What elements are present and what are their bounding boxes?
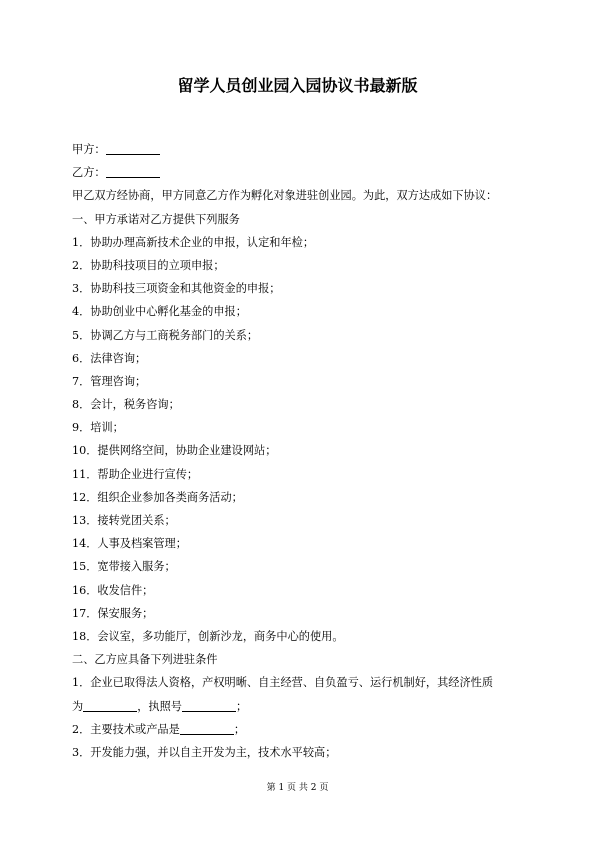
text-line	[72, 509, 532, 532]
fill-in-blank	[180, 722, 234, 735]
line-text: 甲乙双方经协商，甲方同意乙方作为孵化对象进驻创业园。为此，双方达成如下协议：	[72, 189, 498, 203]
text-line	[72, 347, 532, 370]
text-line	[72, 300, 532, 323]
line-text: 1．协助办理高新技术企业的申报，认定和年检；	[72, 235, 315, 249]
text-line	[72, 486, 532, 509]
text-line	[72, 532, 532, 555]
text-line	[72, 718, 532, 741]
page-footer: 第 1 页 共 2 页	[266, 783, 329, 793]
line-text: 9．培训；	[72, 421, 124, 435]
line-text: 11．帮助企业进行宣传；	[72, 467, 199, 481]
line-text: 17．保安服务；	[72, 606, 154, 620]
line-text: 18．会议室，多功能厅，创新沙龙，商务中心的使用。	[72, 629, 344, 643]
text-line	[72, 277, 532, 300]
text-line	[72, 439, 532, 462]
line-text: 2．协助科技项目的立项申报；	[72, 258, 225, 272]
fill-in-blank	[106, 165, 160, 178]
text-line	[72, 184, 532, 207]
text-line	[72, 231, 532, 254]
text-line	[72, 370, 532, 393]
line-text: 16．收发信件；	[72, 583, 154, 597]
document-title: 留学人员创业园入园协议书最新版	[177, 76, 418, 95]
line-text: 6．法律咨询；	[72, 351, 147, 365]
line-text: ，执照号	[137, 699, 182, 713]
fill-in-blank	[182, 699, 236, 712]
text-line	[72, 393, 532, 416]
text-line	[72, 648, 532, 671]
line-text: 一、甲方承诺对乙方提供下列服务	[72, 212, 240, 226]
text-line	[72, 463, 532, 486]
line-text: 二、乙方应具备下列进驻条件	[72, 653, 218, 667]
line-text: 3．协助科技三项资金和其他资金的申报；	[72, 282, 281, 296]
line-text: 为	[72, 699, 84, 713]
text-line	[72, 324, 532, 347]
line-text: 2．主要技术或产品是	[72, 722, 180, 736]
text-line	[72, 208, 532, 231]
text-line	[72, 161, 532, 184]
text-line	[72, 138, 532, 161]
line-text: 乙方：	[72, 166, 106, 180]
line-text: ；	[233, 722, 246, 736]
line-text: 3．开发能力强，并以自主开发为主，技术水平较高；	[72, 745, 337, 759]
line-text: 7．管理咨询；	[72, 374, 147, 388]
line-text: 5．协调乙方与工商税务部门的关系；	[72, 328, 259, 342]
line-text: 甲方：	[72, 143, 106, 156]
text-line	[72, 416, 532, 439]
line-text: 14．人事及档案管理；	[72, 537, 187, 551]
text-line	[72, 602, 532, 625]
document-body	[72, 138, 532, 764]
line-text: 10．提供网络空间，协助企业建设网站；	[72, 444, 277, 458]
text-line	[72, 695, 532, 718]
line-text: 15．宽带接入服务；	[72, 560, 176, 574]
line-text: 12．组织企业参加各类商务活动；	[72, 490, 243, 504]
text-line	[72, 555, 532, 578]
text-line	[72, 579, 532, 602]
fill-in-blank	[83, 699, 137, 712]
line-text: 4．协助创业中心孵化基金的申报；	[72, 305, 247, 319]
line-text: 8．会计，税务咨询；	[72, 398, 180, 412]
text-line	[72, 254, 532, 277]
line-text: ；	[235, 699, 248, 713]
text-line	[72, 741, 532, 764]
line-text: 13．接转党团关系；	[72, 514, 176, 527]
fill-in-blank	[106, 142, 160, 155]
line-text: 1．企业已取得法人资格，产权明晰、自主经营、自负盈亏、运行机制好，其经济性质	[72, 676, 494, 690]
text-line	[72, 671, 532, 694]
text-line	[72, 625, 532, 648]
